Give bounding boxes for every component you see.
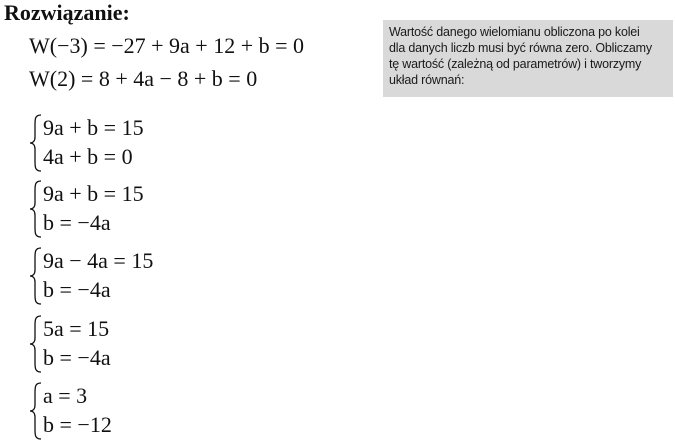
- system-equation: 4a + b = 0: [43, 144, 133, 169]
- left-brace-icon: [29, 113, 43, 173]
- system-equation: b = −4a: [43, 210, 111, 235]
- system-equation: b = −12: [43, 412, 112, 437]
- system-equation: 9a + b = 15: [43, 115, 144, 140]
- solution-heading: Rozwiązanie:: [4, 0, 130, 25]
- system-equation: 5a = 15: [43, 316, 110, 341]
- system-equation: 9a − 4a = 15: [43, 248, 154, 273]
- system-equation: 9a + b = 15: [43, 181, 144, 206]
- equation-system-1: [29, 113, 229, 173]
- equation-system-5: [29, 381, 229, 441]
- left-brace-icon: [29, 246, 43, 306]
- equation-system-4: [29, 314, 229, 374]
- equation-w-minus-3: W(−3) = −27 + 9a + 12 + b = 0: [29, 33, 305, 58]
- system-equation: a = 3: [43, 383, 88, 408]
- note-line: dla danych liczb musi być równa zero. Obliczamy: [389, 41, 652, 55]
- explanation-note: [383, 20, 673, 97]
- left-brace-icon: [29, 381, 43, 441]
- system-equation: b = −4a: [43, 345, 111, 370]
- equation-system-3: [29, 246, 229, 306]
- equation-system-2: [29, 179, 229, 239]
- note-line: tę wartość (zależną od parametrów) i tworzymy: [389, 57, 642, 71]
- equation-w-2: W(2) = 8 + 4a − 8 + b = 0: [29, 66, 258, 91]
- system-equation: b = −4a: [43, 277, 111, 302]
- left-brace-icon: [29, 179, 43, 239]
- note-line: Wartość danego wielomianu obliczona po kolei: [389, 25, 640, 39]
- note-line: układ równań:: [389, 73, 465, 87]
- left-brace-icon: [29, 314, 43, 374]
